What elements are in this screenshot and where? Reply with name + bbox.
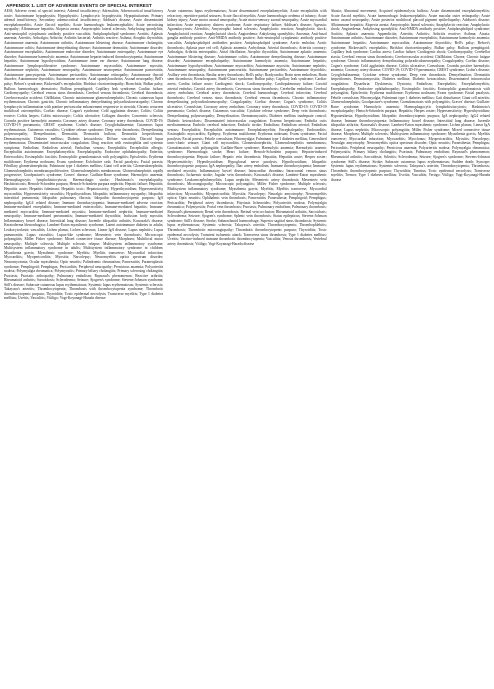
column-3-text: Abasia; Abnormal movement; Acquired epidermolysis bullosa; Acute disseminated encephalomyelitis; Acute flaccid myelitis; Acute haemorrhagic leukoencephalitis; Acute macular outer retinopathy; Acute motor axonal neuropathy; Acute posterior multifocal placoid pigment epitheliopathy; Addison's disease; Alloimmune hepatitis; Alopecia areata; Amyotrophic lateral sclerosis; Anaphylactic reaction; Anaphylactic shock; Angioedema; Ankylosing spondylitis; Anti-NMDA antibody positive; Antiphospholipid syndrome; Aortitis; Aplastic anaemia; Appendicitis; Arteritis; Arthritis; Arthritis reactive; Asthma; Ataxia; Autoimmune arthritis; Autoimmune disorder; Autoimmune encephalitis; Autoimmune haemolytic anaemia; Autoimmune hepatitis; Autoimmune myocarditis; Autoimmune thyroiditis; Bell's palsy; Behcet's syndrome; Bickerstaff's encephalitis; Birdshot chorioretinopathy; Bulbar palsy; Bullous pemphigoid; Capillary leak syndrome; Cardiac arrest; Cardiac failure; Cardiogenic shock; Cardiomyopathy; Cerebellar ataxia; Cerebral venous sinus thrombosis; Cerebrovascular accident; Chillblains; Chorea; Chronic fatigue syndrome; Chronic inflammatory demyelinating polyradiculoneuropathy; Coagulopathy; Coeliac disease; Cogan's syndrome; Cold agglutinin disease; Colitis ulcerative; Convulsion; Coombs positive haemolytic anaemia; Coronary artery disease; COVID-19; COVID-19 pneumonia; CREST syndrome; Crohn's disease; Cryoglobulinaemia; Cytokine release syndrome; Deep vein thrombosis; Demyelination; Dermatitis herpetiformis; Dermatomyositis; Diabetes mellitus; Diabetic ketoacidosis; Disseminated intravascular coagulation; Dysarthria; Dyskinesia; Dystonia; Embolism; Encephalitis; Encephalomyelitis; Encephalopathy; Endocrine ophthalmopathy; Eosinophilic fasciitis; Eosinophilic granulomatosis with polyangiitis; Episcleritis; Erythema multiforme; Erythema nodosum; Evans syndrome; Facial paralysis; Febrile convulsion; Fibromyalgia; Fulminant type 1 diabetes mellitus; Gait disturbance; Giant cell arteritis; Glomerulonephritis; Goodpasture's syndrome; Granulomatosis with polyangiitis; Graves' disease; Guillain-Barre syndrome; Haemolytic anaemia; Haemophagocytic lymphohistiocytosis; Hashimoto's encephalopathy; Henoch-Schonlein purpura; Hepatitis; Herpes zoster; Hypersensitivity; Hyperthyroidism; Hypoaesthesia; Hypothyroidism; Idiopathic thrombocytopenic purpura; IgA nephropathy; IgG4 related disease; Immune thrombocytopenia; Inflammatory bowel disease; Interstitial lung disease; Juvenile idiopathic arthritis; Kawasaki's disease; Lambert-Eaton myasthenic syndrome; Lichen planus; Linear IgA disease; Lupus nephritis; Microscopic polyangiitis; Miller Fisher syndrome; Mixed connective tissue disease; Morphoea; Multiple sclerosis; Multisystem inflammatory syndrome; Myasthenia gravis; Myelitis transverse; Myocardial infarction; Myocarditis; Myoclonus; Myopericarditis; Myositis; Narcolepsy; Neuralgic amyotrophy; Neuromyelitis optica spectrum disorder; Optic neuritis; Paraesthesia; Pemphigus; Pericarditis; Peripheral neuropathy; Pernicious anaemia; Polyarteritis nodosa; Polymyalgia rheumatica; Polymyositis; Primary biliary cholangitis; Psoriasis; Pulmonary embolism; Raynaud's phenomenon; Rheumatoid arthritis; Sarcoidosis; Scleritis; Scleroderma; Seizure; Sjogren's syndrome; Stevens-Johnson syndrome; Still's disease; Stroke; Subacute cutaneous lupus erythematosus; Sudden death; Syncope; Systemic lupus erythematosus; Systemic sclerosis; Takayasu's arteritis; Thrombocytopenia; Thrombosis; Thrombotic thrombocytopenic purpura; Thyroiditis; Tinnitus; Toxic epidermal necrolysis; Transverse myelitis; Tremor; Type 1 diabetes mellitus; Uveitis; Vasculitis; Vertigo; Vitiligo; Vogt-Koyanagi-Harada disease: [330, 9, 490, 182]
text-column-2: [167, 9, 326, 687]
column-2-text: Acute cutaneous lupus erythematosus; Acute disseminated encephalomyelitis; Acute encephalitis with refractory, repetitive partial seizures; Acute flaccid myelitis; Acute haemorrhagic oedema of infancy; Acute kidney injury; Acute motor axonal neuropathy; Acute motor-sensory axonal neuropathy; Acute myocardial infarction; Acute respiratory distress syndrome; Acute respiratory failure; Addison's disease; Ageusia; Agranulocytosis; Alveolitis; Amyotrophic lateral sclerosis; Anaphylactic reaction; Anaphylactic shock; Anaphylactoid reaction; Anaphylactoid shock; Angioedema; Ankylosing spondylitis; Anosmia; Anti-basal ganglia antibody positive; Anti-NMDA antibody positive; Anti-neutrophil cytoplasmic antibody positive vasculitis; Antiphospholipid antibodies positive; Antiphospholipid syndrome; Aortic embolus; Aortic thrombosis; Aplasia pure red cell; Aplastic anaemia; Arrhythmia; Arterial thrombosis; Arteritis coronary; Arthralgia; Arthritis enteropathic; Atrial fibrillation; Atrophic thyroiditis; Autoimmune aplastic anaemia; Autoimmune blistering disease; Autoimmune colitis; Autoimmune demyelinating disease; Autoimmune disorder; Autoimmune encephalopathy; Autoimmune haemolytic anaemia; Autoimmune hepatitis; Autoimmune hypothyroidism; Autoimmune myocarditis; Autoimmune myositis; Autoimmune nephritis; Autoimmune neuropathy; Autoimmune pancreatitis; Autoimmune pericarditis; Autoimmune thyroiditis; Axillary vein thrombosis; Basilar artery thrombosis; Bell's palsy; Bradycardia; Brain stem embolism; Brain stem thrombosis; Bronchospasm; Budd-Chiari syndrome; Bulbar palsy; Capillary leak syndrome; Cardiac arrest; Cardiac failure acute; Cardiogenic shock; Cardiomyopathy; Cardiopulmonary failure; Carotid arterial embolus; Carotid artery thrombosis; Cavernous sinus thrombosis; Cerebellar embolism; Cerebral artery embolism; Cerebral artery thrombosis; Cerebral haemorrhage; Cerebral infarction; Cerebral thrombosis; Cerebral venous sinus thrombosis; Cerebral venous thrombosis; Chronic inflammatory demyelinating polyradiculoneuropathy; Coagulopathy; Coeliac disease; Cogan's syndrome; Colitis ulcerative; Convulsion; Coronary artery embolism; Coronary artery thrombosis; COVID-19; COVID-19 pneumonia; Crohn's disease; Cutaneous vasculitis; Cytokine release syndrome; Deep vein thrombosis; Demyelinating polyneuropathy; Demyelination; Dermatomyositis; Diabetes mellitus inadequate control; Diabetic ketoacidosis; Disseminated intravascular coagulation; Eczema herpeticum; Embolia cutis medicamentosa; Embolic cerebral infarction; Embolic stroke; Embolism; Embolism arterial; Embolism venous; Encephalitis; Encephalitis autoimmune; Encephalomyelitis; Encephalopathy; Endocarditis; Eosinophilic myocarditis; Epilepsy; Erythema multiforme; Erythema nodosum; Evans syndrome; Facial paralysis; Facial paresis; Febrile convulsion; Fibromyalgia; Fulminant type 1 diabetes mellitus; Generalised tonic-clonic seizure; Giant cell myocarditis; Glomerulonephritis; Glomerulonephritis membranous; Granulomatosis with polyangiitis; Guillain-Barre syndrome; Haemolytic anaemia; Haemolytic uraemic syndrome; Haemorrhagic stroke; Heart failure; Henoch-Schonlein purpura; Heparin-induced thrombocytopenia; Hepatic failure; Hepatic vein thrombosis; Hepatitis; Hepatitis acute; Herpes zoster; Hypersensitivity; Hyperthyroidism; Hypoglossal nerve paralysis; Hypothyroidism; Idiopathic thrombocytopenic purpura; IgA nephropathy; Iliac artery embolism; Immune thrombocytopenia; Immune-mediated myositis; Inflammatory bowel disease; Intracardiac thrombus; Intracranial venous sinus thrombosis; Ischaemic stroke; Jugular vein thrombosis; Kawasaki's disease; Lambert-Eaton myasthenic syndrome; Leukoencephalomyelitis; Lupus nephritis; Mesenteric artery thrombosis; Mesenteric vein thrombosis; Microangiopathy; Microscopic polyangiitis; Miller Fisher syndrome; Multiple sclerosis; Multisystem inflammatory syndrome; Myasthenia gravis; Myelitis; Myelitis transverse; Myocardial infarction; Myocarditis; Myopericarditis; Myositis; Narcolepsy; Neuralgic amyotrophy; Neuromyelitis optica; Optic neuritis; Ophthalmic vein thrombosis; Pancreatitis; Paraesthesia; Pemphigoid; Pemphigus; Pericarditis; Peripheral artery thrombosis; Pityriasis lichenoides; Polyarteritis nodosa; Polymyalgia rheumatica; Polymyositis; Portal vein thrombosis; Psoriasis; Pulmonary embolism; Pulmonary thrombosis; Raynaud's phenomenon; Renal vein thrombosis; Retinal vein occlusion; Rheumatoid arthritis; Sarcoidosis; Scleroderma; Seizure; Sjogren's syndrome; Splenic vein thrombosis; Status epilepticus; Stevens-Johnson syndrome; Still's disease; Stroke; Subarachnoid haemorrhage; Superior sagittal sinus thrombosis; Systemic lupus erythematosus; Systemic sclerosis; Takayasu's arteritis; Thrombocytopenia; Thrombophlebitis; Thrombosis; Thrombotic microangiopathy; Thrombotic thrombocytopenic purpura; Thyroiditis; Toxic epidermal necrolysis; Transient ischaemic attack; Transverse sinus thrombosis; Type 1 diabetes mellitus; Uveitis; Vaccine-induced immune thrombotic thrombocytopenia; Vasculitis; Venous thrombosis; Vertebral artery thrombosis; Vitiligo; Vogt-Koyanagi-Harada disease: [167, 9, 327, 246]
column-1-text: AESI; Adverse event of special interest; Adrenal insufficiency; Adrenalitis; Adrenocortical insufficiency acute; Autoimmune hypophysitis; Hypophysitis; Lymphocytic hypophysitis; Hypopituitarism; Primary adrenal insufficiency; Secondary adrenocortical insufficiency; Addison's disease; Acute disseminated encephalomyelitis; Acute flaccid myelitis; Acute haemorrhagic leukoencephalitis; Acute necrotising myopathy; Alloimmune hepatitis; Alopecia areata; Amyotrophic lateral sclerosis; Ankylosing spondylitis; Anti-neutrophil cytoplasmic antibody positive vasculitis; Antiphospholipid syndrome; Aortitis; Aplastic anaemia; Arteritis; Arthralgia; Arthritis; Arthritis bacterial; Arthritis reactive; Asthma; Atrophic thyroiditis; Autoimmune anaemia; Autoimmune arthritis; Autoimmune blistering disease; Autoimmune cholangitis; Autoimmune colitis; Autoimmune demyelinating disease; Autoimmune dermatitis; Autoimmune disorder; Autoimmune encephalitis; Autoimmune endocrine disorder; Autoimmune enteropathy; Autoimmune eye disorder; Autoimmune haemolytic anaemia; Autoimmune heparin-induced thrombocytopenia; Autoimmune hepatitis; Autoimmune hypothyroidism; Autoimmune inner ear disease; Autoimmune lung disease; Autoimmune lymphoproliferative syndrome; Autoimmune myocarditis; Autoimmune myositis; Autoimmune nephritis; Autoimmune neuropathy; Autoimmune neutropenia; Autoimmune pancreatitis; Autoimmune pancytopenia; Autoimmune pericarditis; Autoimmune retinopathy; Autoimmune thyroid disorder; Autoimmune thyroiditis; Autoimmune uveitis; Axial spondyloarthritis; Axonal neuropathy; Bell's palsy; Behcet's syndrome; Bickerstaff's encephalitis; Birdshot chorioretinopathy; Bronchitis; Bulbar palsy; Bullous haemorrhagic dermatosis; Bullous pemphigoid; Capillary leak syndrome; Cardiac failure; Cardiomyopathy; Cerebral venous sinus thrombosis; Cerebral venous thrombosis; Cerebral thrombosis; Cerebrovascular accident; Chillblains; Chronic autoimmune glomerulonephritis; Chronic cutaneous lupus erythematosus; Chronic gastritis; Chronic inflammatory demyelinating polyradiculoneuropathy; Chronic lymphocytic inflammation with pontine perivascular enhancement responsive to steroids; Chronic recurrent multifocal osteomyelitis; Coeliac disease; Cogan's syndrome; Cold agglutinin disease; Colitis; Colitis erosive; Colitis herpes; Colitis microscopic; Colitis ulcerative; Collagen disorder; Concentric sclerosis; Coombs positive haemolytic anaemia; Coronary artery disease; Coronary artery thrombosis; COVID-19; COVID-19 pneumonia; CREST syndrome; Crohn's disease; Cryoglobulinaemia; Cutaneous lupus erythematosus; Cutaneous vasculitis; Cytokine release syndrome; Deep vein thrombosis; Demyelinating polyneuropathy; Demyelination; Dermatitis; Dermatitis bullous; Dermatitis herpetiformis; Dermatomyositis; Diabetes mellitus; Diabetic ketoacidosis; Diffuse vasculitis; Discoid lupus erythematosus; Disseminated intravascular coagulation; Drug reaction with eosinophilia and systemic symptoms; Embolism; Embolism arterial; Embolism venous; Encephalitis; Encephalitis allergic; Encephalitis autoimmune; Encephalomyelitis; Encephalopathy; Endocrine ophthalmopathy; Enteritis; Enterocolitis; Eosinophilic fasciitis; Eosinophilic granulomatosis with polyangiitis; Episcleritis; Erythema multiforme; Erythema nodosum; Evans syndrome; Exfoliative rash; Facial paralysis; Facial paresis; Fibrillary glomerulonephritis; Fulminant type 1 diabetes mellitus; Giant cell arteritis; Glomerulonephritis; Glomerulonephritis membranoproliferative; Glomerulonephritis membranous; Glomerulonephritis rapidly progressive; Goodpasture's syndrome; Graves' disease; Guillain-Barre syndrome; Haemolytic anaemia; Haemophagocytic lymphohistiocytosis; Haemorrhagic stroke; Hashimoto's encephalopathy; Hashitoxicosis; Henoch-Schonlein purpura; Henoch-Schonlein purpura nephritis; Hepatic failure; Hepatitis; Hepatitis acute; Hepatitis fulminant; Hepatitis toxic; Hepatotoxicity; Hyperthyroidism; Hypersensitivity myocarditis; Hypersensitivity vasculitis; Hypothyroidism; Idiopathic inflammatory myopathy; Idiopathic interstitial pneumonia; Idiopathic pulmonary fibrosis; Idiopathic thrombocytopenic purpura; IgA nephropathy; IgG4 related disease; Immune thrombocytopenia; Immune-mediated adverse reaction; Immune-mediated encephalitis; Immune-mediated enterocolitis; Immune-mediated hepatitis; Immune-mediated myocarditis; Immune-mediated myositis; Immune-mediated nephritis; Immune-mediated neuropathy; Immune-mediated pneumonitis; Immune-mediated thyroiditis; Inclusion body myositis; Inflammatory bowel disease; Interstitial lung disease; Juvenile idiopathic arthritis; Kawasaki's disease; Keratoderma blenorrhagica; Lambert-Eaton myasthenic syndrome; Latent autoimmune diabetes in adults; Leukocytoclastic vasculitis; Lichen planus; Lichen sclerosus; Linear IgA disease; Lupus nephritis; Lupus pneumonitis; Lupus vasculitis; Lupus-like syndrome; Mesenteric vein thrombosis; Microscopic polyangiitis; Miller Fisher syndrome; Mixed connective tissue disease; Morphoea; Multifocal motor neuropathy; Multiple sclerosis; Multiple sclerosis relapse; Multisystem inflammatory syndrome; Multisystem inflammatory syndrome in adults; Multisystem inflammatory syndrome in children; Myasthenia gravis; Myasthenic syndrome; Myelitis; Myelitis transverse; Myocardial infarction; Myocarditis; Myopericarditis; Myositis; Narcolepsy; Neuromyelitis optica spectrum disorder; Neuromyotonia; Ocular myasthenia; Optic neuritis; Palindromic rheumatism; Pancreatitis; Paraneoplastic syndrome; Pemphigoid; Pemphigus; Pericarditis; Peripheral neuropathy; Pernicious anaemia; Polyarteritis nodosa; Polymyalgia rheumatica; Polymyositis; Primary biliary cholangitis; Primary sclerosing cholangitis; Psoriasis; Psoriatic arthropathy; Pulmonary embolism; Raynaud's phenomenon; Reactive arthritis; Rheumatoid arthritis; Sarcoidosis; Scleroderma; Seizure; Sjogren's syndrome; Stevens-Johnson syndrome; Still's disease; Subacute cutaneous lupus erythematosus; Systemic lupus erythematosus; Systemic sclerosis; Takayasu's arteritis; Thrombocytopenia; Thrombosis with thrombocytopenia syndrome; Thrombotic thrombocytopenic purpura; Thyroiditis; Toxic epidermal necrolysis; Transverse myelitis; Type 1 diabetes mellitus; Uveitis; Vasculitis; Vitiligo; Vogt-Koyanagi-Harada disease: [4, 9, 164, 301]
text-column-1: [4, 9, 163, 687]
text-column-3: [331, 9, 490, 687]
document-title: APPENDIX 1. LIST OF ADVERSE EVENTS OF SPECIAL INTEREST: [6, 3, 152, 8]
text-columns: [4, 9, 490, 687]
